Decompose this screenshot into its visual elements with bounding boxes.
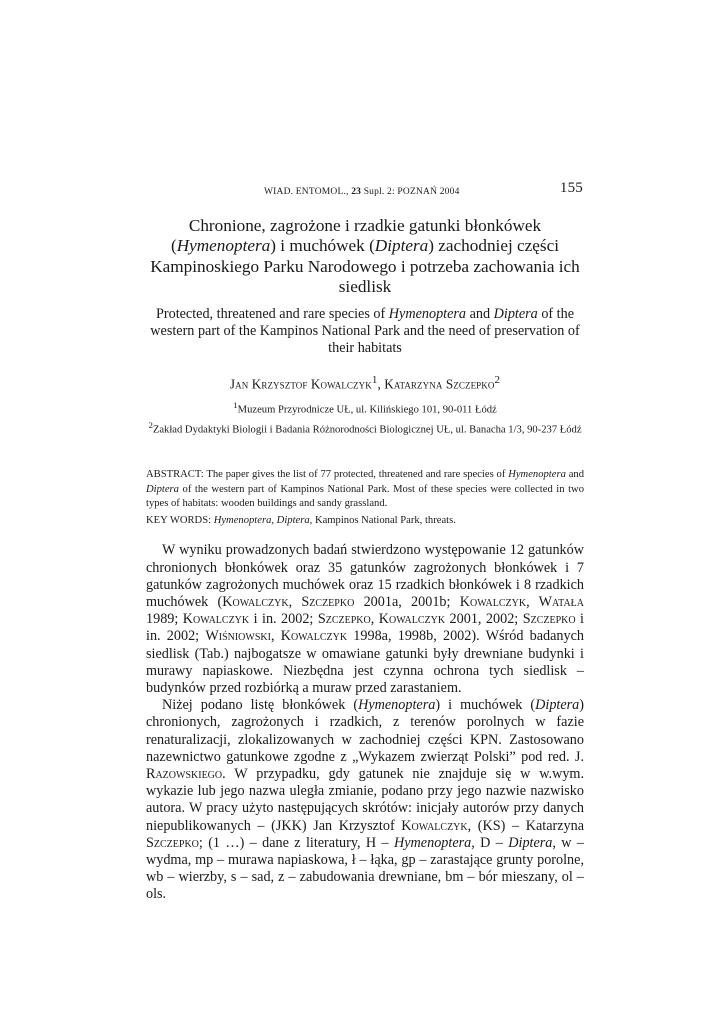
affiliation: $^2$Zakład Dydaktyki Biologii i Badania Różnorodności Biologicznej UŁ, ul. Banacha 1/3, 90-237 Łódź bbox=[148, 420, 582, 436]
abstract-label: ABSTRACT: bbox=[146, 469, 204, 481]
author-name: Katarzyna Szczepko bbox=[384, 376, 495, 392]
journal-volume: 23 bbox=[351, 187, 362, 197]
body-paragraph: Niżej podano listę błonkówek (Hymenoptera) i muchówek (Diptera) chronionych, zagrożonych i rzadkich, z terenów porolnych w fazie renaturalizacji, zlokalizowanych w zachodniej części KPN. Zastosowano nazewnictwo gatunkowe zgodne z „Wykazem zwierząt Polski” pod red. J. Razowskiego. W przypadku, gdy gatunek nie znajduje się w w.wym. wykazie lub jego nazwa uległa zmianie, podano przy jego nazwie nazwisko autora. W pracy użyto następujących skrótów: inicjały autorów przy danych niepublikowanych – (JKK) Jan Krzysztof Kowalczyk, (KS) – Katarzyna Szczepko; (1 …) – dane z literatury, H – Hymenoptera, D – Diptera, w – wydma, mp – murawa napiaskowa, ł – łąka, gp – zarastające grunty porolne, wb – wierzby, s – sad, z – zabudowania drewniane, bm – bór mieszany, ol – ols. bbox=[146, 697, 585, 903]
keywords-label: KEY WORDS: bbox=[146, 515, 212, 527]
body-text bbox=[146, 542, 584, 903]
taxon-name: Hymenoptera bbox=[176, 236, 271, 256]
taxon-name: Diptera bbox=[493, 305, 538, 322]
body-paragraph: W wyniku prowadzonych badań stwierdzono występowanie 12 gatunków chronionych błonkówek oraz 35 gatunków zagrożonych błonkówek i 7 gatunków zagrożonych muchówek oraz 15 rzadkich błonkówek i 8 rzadkich muchówek (Kowalczyk, Szczepko 2001a, 2001b; Kowalczyk, Watała 1989; Kowalczyk i in. 2002; Szczepko, Kowalczyk 2001, 2002; Szczepko i in. 2002; Wiśniowski, Kowalczyk 1998a, 1998b, 2002). Wśród badanych siedlisk (Tab.) najbogatsze w omawiane gatunki były drewniane budynki i murawy napiaskowe. Niezbędna jest czynna ochrona tych siedlisk – budynków przed rozbiórką a muraw przed zarastaniem. bbox=[146, 542, 584, 696]
running-head bbox=[146, 180, 584, 200]
keywords: KEY WORDS: Hymenoptera, Diptera, Kampinos National Park, threats. bbox=[146, 515, 456, 527]
affiliation: $^1$Muzeum Przyrodnicze UŁ, ul. Kilińskiego 101, 90-011 Łódź bbox=[233, 400, 497, 416]
page-content bbox=[146, 180, 584, 904]
journal-issue: Supl. 2: POZNAŃ 2004 bbox=[363, 187, 460, 197]
taxon-name: Hymenoptera bbox=[388, 305, 467, 322]
page-number: 155 bbox=[559, 180, 583, 196]
journal-citation bbox=[264, 187, 460, 197]
journal-name: WIAD. ENTOMOL., bbox=[264, 187, 349, 197]
title-polish: Chronione, zagrożone i rzadkie gatunki błonkówek (Hymenoptera) i muchówek (Diptera) zachodniej części Kampinoskiego Parku Narodowego i potrzeba zachowania ich siedlisk bbox=[150, 216, 580, 297]
author-line: Jan Krzysztof Kowalczyk$^1$, Katarzyna Szczepko$^2$ bbox=[229, 373, 501, 392]
taxon-name: Diptera bbox=[374, 236, 429, 256]
abstract: ABSTRACT: The paper gives the list of 77 protected, threatened and rare species of Hymenoptera and Diptera of the western part of Kampinos National Park. Most of these species were collected in two types of habitats: wooden buildings and sandy grassland. bbox=[146, 469, 585, 509]
title-english: Protected, threatened and rare species of Hymenoptera and Diptera of the western part of the Kampinos National Park and the need of preservation of their habitats bbox=[150, 305, 580, 357]
author-name: Jan Krzysztof Kowalczyk bbox=[229, 376, 372, 392]
